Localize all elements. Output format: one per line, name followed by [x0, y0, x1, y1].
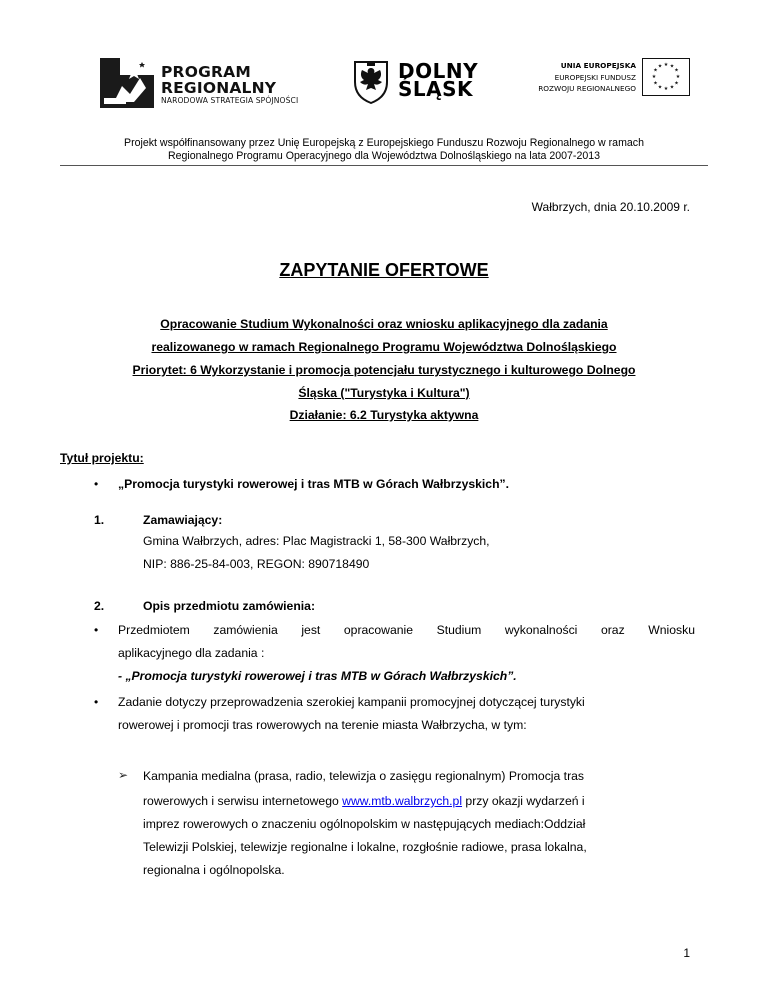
cofinancing-line1: Projekt współfinansowany przez Unię Europejską z Europejskiego Funduszu Rozwoju Regionalnego w ramach: [124, 137, 644, 149]
program-logo-line1: PROGRAM: [161, 63, 251, 81]
eagle-crest-icon: [352, 58, 390, 104]
subject-line-5: Działanie: 6.2 Turystyka aktywna: [289, 408, 479, 422]
svg-text:★: ★: [657, 63, 663, 70]
eu-logo-line3: ROZWOJU REGIONALNEGO: [538, 84, 636, 93]
project-title-label: Tytuł projektu:: [60, 451, 144, 465]
svg-text:★: ★: [674, 67, 679, 74]
region-logo-line1: DOLNY: [398, 59, 479, 83]
svg-text:★: ★: [653, 67, 658, 74]
section2-p1-line3: - „Promocja turystyki rowerowej i tras MTB w Górach Wałbrzyskich”.: [118, 669, 517, 683]
svg-text:★: ★: [675, 74, 681, 80]
svg-text:★: ★: [663, 62, 669, 68]
eu-flag-icon: [642, 58, 690, 96]
section1-heading: Zamawiający:: [143, 513, 223, 527]
subject-line-2: realizowanego w ramach Regionalnego Programu Województwa Dolnośląskiego: [151, 340, 617, 354]
arrow-bullet-icon: ➢: [118, 768, 129, 782]
section1-line2: NIP: 886-25-84-003, REGON: 890718490: [143, 557, 370, 571]
svg-text:★: ★: [651, 74, 657, 80]
bullet-icon: •: [94, 623, 99, 637]
section2-p1-line2: aplikacyjnego dla zadania :: [118, 646, 265, 660]
section2-sub-line2-before: rowerowych i serwisu internetowego: [143, 794, 339, 808]
project-name: „Promocja turystyki rowerowej i tras MTB w Górach Wałbrzyskich”.: [118, 477, 510, 491]
mtb-website-link[interactable]: www.mtb.walbrzych.pl: [342, 794, 463, 808]
section1-number: 1.: [94, 513, 105, 527]
svg-text:★: ★: [663, 86, 669, 92]
svg-text:★: ★: [669, 63, 675, 70]
document-title: ZAPYTANIE OFERTOWE: [279, 260, 489, 280]
eu-logo-line1: UNIA EUROPEJSKA: [560, 61, 636, 70]
section2-p1-line1: Przedmiotem zamówienia jest opracowanie Studium wykonalności oraz Wniosku: [118, 623, 695, 637]
program-regionalny-emblem: [100, 58, 156, 108]
section2-sub-line1: Kampania medialna (prasa, radio, telewizja o zasięgu regionalnym) Promocja tras: [143, 769, 584, 783]
subject-line-3: Priorytet: 6 Wykorzystanie i promocja potencjału turystycznego i kulturowego Dolnego: [132, 363, 636, 377]
page-number: 1: [683, 946, 690, 960]
section2-number: 2.: [94, 599, 105, 613]
section2-sub-line2-after: przy okazji wydarzeń i: [465, 794, 585, 808]
eu-logo-line2: EUROPEJSKI FUNDUSZ: [554, 73, 636, 82]
section2-p2-line2: rowerowej i promocji tras rowerowych na terenie miasta Wałbrzycha, w tym:: [118, 718, 527, 732]
section2-sub-line4: Telewizji Polskiej, telewizje regionalne i lokalne, rozgłośnie radiowe, prasa lokalna,: [143, 840, 587, 854]
subject-line-1: Opracowanie Studium Wykonalności oraz wniosku aplikacyjnego dla zadania: [160, 317, 608, 331]
program-logo-line3: NARODOWA STRATEGIA SPÓJNOŚCI: [161, 96, 299, 105]
header-divider: [60, 165, 708, 166]
svg-text:★: ★: [669, 84, 675, 91]
cofinancing-line2: Regionalnego Programu Operacyjnego dla Województwa Dolnośląskiego na lata 2007-2013: [167, 150, 601, 162]
bullet-icon: •: [94, 695, 99, 709]
program-logo-line2: REGIONALNY: [161, 79, 277, 97]
section1-line1: Gmina Wałbrzych, adres: Plac Magistracki 1, 58-300 Wałbrzych,: [143, 534, 490, 548]
section2-sub-line5: regionalna i ogólnopolska.: [143, 863, 285, 877]
section2-p2-line1: Zadanie dotyczy przeprowadzenia szerokiej kampanii promocyjnej dotyczącej turystyki: [118, 695, 585, 709]
region-logo-line2: ŚLĄSK: [398, 77, 474, 101]
section2-sub-line2: [143, 795, 585, 807]
date-line: Wałbrzych, dnia 20.10.2009 r.: [531, 200, 690, 214]
svg-text:★: ★: [674, 80, 679, 87]
section2-heading: Opis przedmiotu zamówienia:: [143, 599, 315, 613]
svg-text:★: ★: [653, 80, 658, 87]
subject-line-4: Śląska ("Turystyka i Kultura"): [298, 386, 470, 400]
bullet-icon: •: [94, 477, 99, 491]
section2-sub-line3: imprez rowerowych o znaczeniu ogólnopolskim w następujących mediach:Oddział: [143, 817, 586, 831]
svg-text:★: ★: [657, 84, 663, 91]
